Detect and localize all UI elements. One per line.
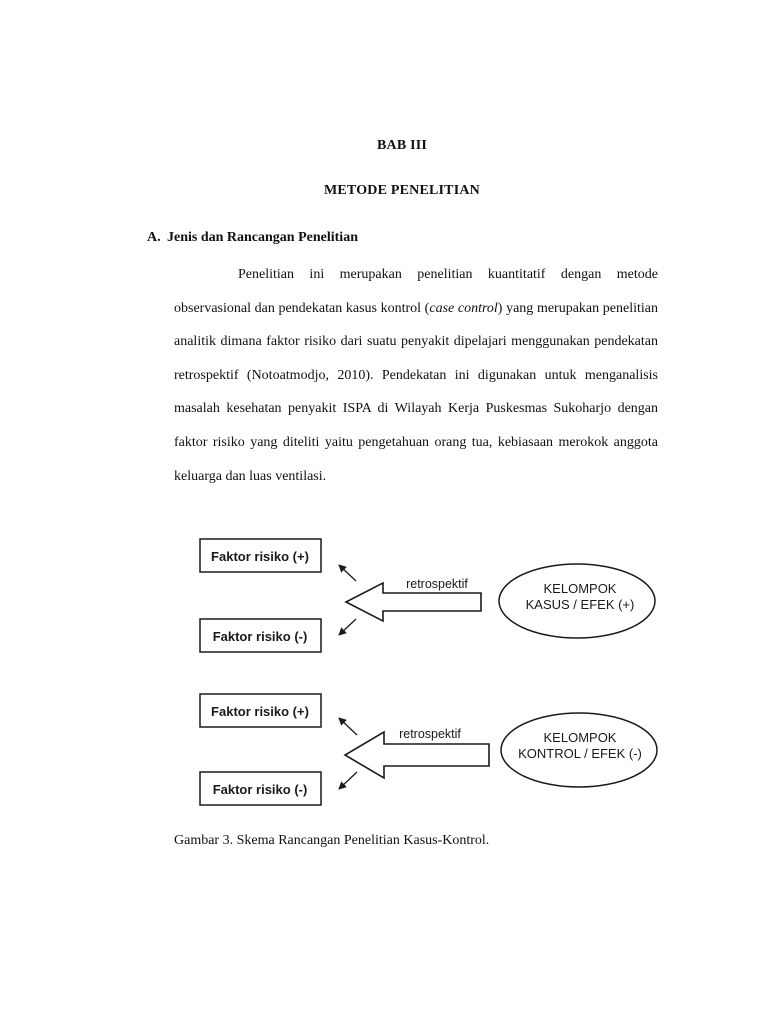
arrow-up-icon [339,718,357,735]
section-heading [147,230,358,246]
section-title: Jenis dan Rancangan Penelitian [167,230,358,245]
risk-positive-label: Faktor risiko (+) [211,704,309,719]
paragraph-part-1: Penelitian ini merupakan penelitian kuantitatif dengan metode observasional dan pendekatan kasus kontrol ( [174,267,658,316]
control-group-line-1: KELOMPOK [543,730,617,745]
control-group-line-2: KONTROL / EFEK (-) [518,746,642,761]
arrow-down-icon [339,619,356,635]
retrospective-label: retrospektif [399,727,461,741]
section-letter: A. [147,230,161,245]
arrow-up-icon [339,565,356,581]
chapter-title: METODE PENELITIAN [323,183,480,198]
control-group [200,694,657,805]
risk-negative-label: Faktor risiko (-) [212,629,308,644]
retrospective-label: retrospektif [406,577,468,591]
risk-positive-label: Faktor risiko (+) [211,549,309,564]
case-group [200,539,655,652]
risk-negative-label: Faktor risiko (-) [212,782,308,797]
body-paragraph [174,258,658,493]
paragraph-part-2: ) yang merupakan penelitian analitik dimana faktor risiko dari suatu penyakit dipelajari menggunakan pendekatan retrospektif (Notoatmodjo, 2010). Pendekatan ini digunakan untuk menganalisis masalah kesehatan penyakit ISPA di Wilayah Kerja Puskesmas Sukoharjo dengan faktor risiko yang diteliti yaitu pengetahuan orang tua, kebiasaan merokok anggota keluarga dan luas ventilasi. [174,300,658,484]
figure-caption: Gambar 3. Skema Rancangan Penelitian Kasus-Kontrol. [174,833,490,848]
arrow-down-icon [339,772,357,789]
chapter-number: BAB III [376,138,428,153]
case-control-diagram [0,520,768,820]
case-group-line-2: KASUS / EFEK (+) [525,597,635,612]
paragraph-italic-term: case control [429,300,498,316]
case-group-line-1: KELOMPOK [543,581,617,596]
